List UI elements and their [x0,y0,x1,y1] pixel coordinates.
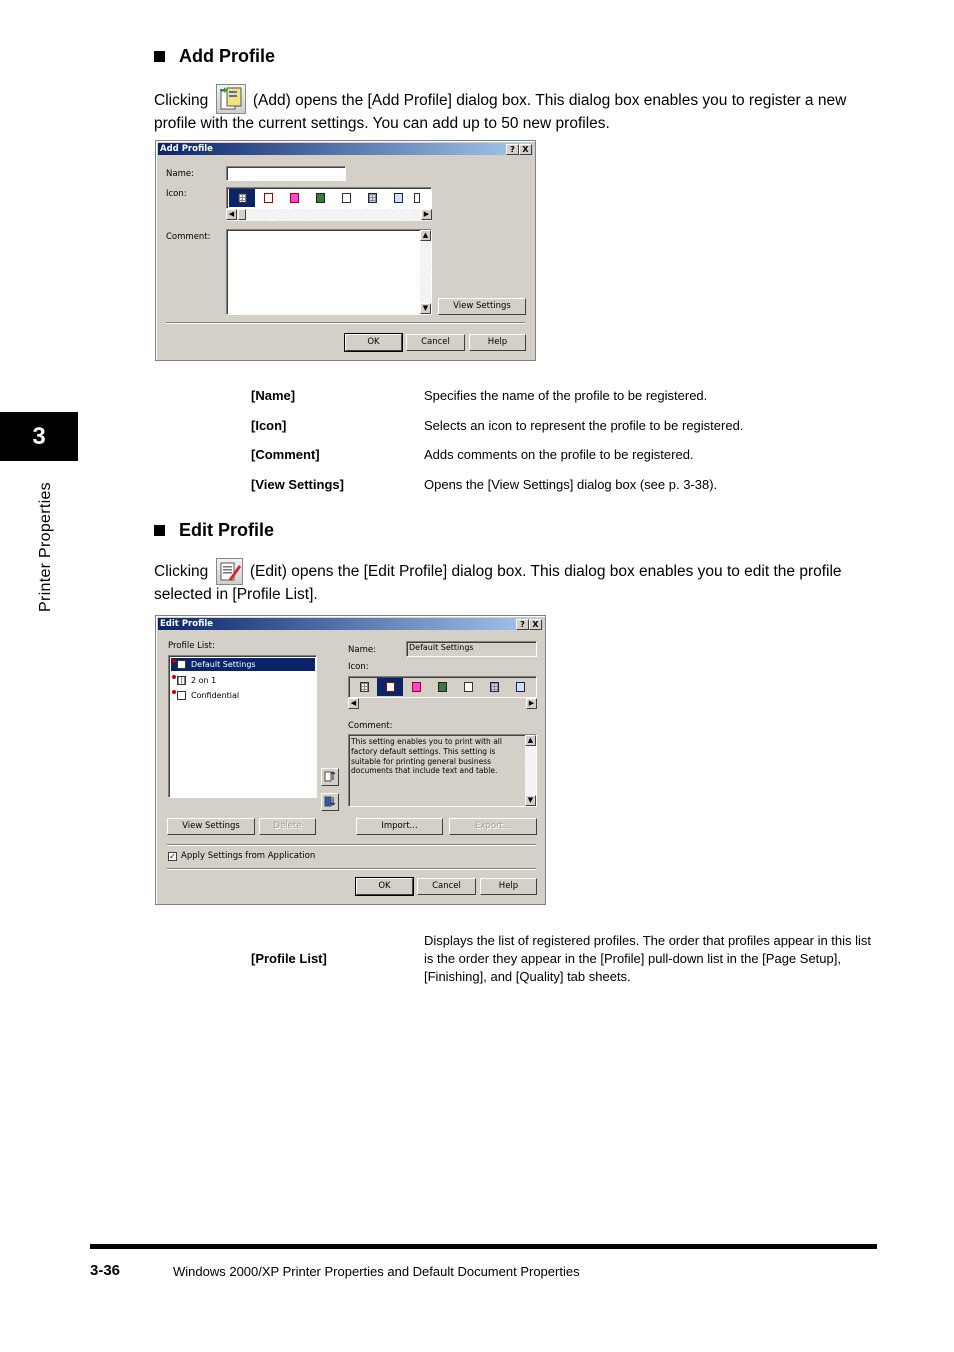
icon-scrollbar[interactable] [226,209,432,221]
profile-icon-option[interactable] [255,189,281,207]
comment-textarea[interactable] [226,229,432,315]
import-button[interactable]: Import... [356,818,443,835]
cancel-button[interactable]: Cancel [417,878,476,895]
chapter-label-text: Printer Properties [37,482,54,612]
definition-desc: Adds comments on the profile to be registered. [424,447,694,462]
icon-picker[interactable] [348,676,537,698]
profile-name: Confidential [191,691,240,700]
para-prefix: Clicking [154,563,209,580]
add-profile-dialog [155,140,536,361]
dialog-separator [167,868,536,870]
export-button[interactable]: Export... [449,818,537,835]
document-icon [177,660,186,669]
edit-profile-paragraph [154,558,874,606]
para-line-1: (Edit) opens the [Edit Profile] dialog box. This dialog box enables you to edit the profile [249,563,842,580]
marker-dot-icon [172,690,176,694]
scroll-left-button[interactable]: ◀ [226,209,237,220]
cancel-button[interactable]: Cancel [406,334,465,351]
ok-button[interactable]: OK [345,334,402,351]
view-settings-button[interactable]: View Settings [438,298,526,315]
definition-desc: Displays the list of registered profiles. The order that profiles appear in this list is the order they appear in the [Profile] pull-down list in the [Page Setup], [Finishing], and [Quality] tab sheets. [424,933,872,984]
comment-textarea[interactable] [348,734,537,807]
profile-icon-option[interactable] [333,189,359,207]
profile-icon-option[interactable] [351,678,377,696]
name-label: Name: [348,645,376,655]
profile-icon-option[interactable] [385,189,411,207]
profile-icon-option[interactable] [359,189,385,207]
icon-scrollbar[interactable] [348,698,537,710]
name-input[interactable] [226,166,346,181]
footer-title: Windows 2000/XP Printer Properties and Default Document Properties [173,1264,580,1279]
dialog-separator [167,844,536,846]
close-titlebar-button[interactable]: X [529,619,542,630]
add-profile-heading [154,46,275,67]
profile-list-item[interactable] [171,689,239,702]
profile-icon-option[interactable] [229,189,255,207]
profile-icon-option[interactable] [429,678,455,696]
scroll-thumb[interactable] [238,209,246,220]
chapter-label [24,475,68,620]
profile-name: Default Settings [191,660,256,669]
add-profile-paragraph [154,84,874,135]
dialog-title: Edit Profile [160,619,214,629]
close-titlebar-button[interactable]: X [519,144,532,155]
marker-dot-icon [172,675,176,679]
profile-list-item[interactable] [171,674,216,687]
definition-desc: Opens the [View Settings] dialog box (see p. 3-38). [424,477,718,492]
scroll-right-button[interactable]: ▶ [526,698,537,709]
help-titlebar-button[interactable]: ? [516,619,529,630]
definition-term: [View Settings] [251,477,344,492]
profile-icon-option[interactable] [281,189,307,207]
footer-rule [90,1244,877,1249]
definition-term: [Profile List] [251,951,327,966]
scroll-up-button[interactable]: ▲ [420,230,431,241]
chapter-number-tab: 3 [0,412,78,461]
add-profile-heading-text: Add Profile [179,46,276,66]
scroll-right-button[interactable]: ▶ [421,209,432,220]
profile-list-item[interactable] [171,658,315,671]
help-titlebar-button[interactable]: ? [506,144,519,155]
profile-icon-option[interactable] [307,189,333,207]
profile-icon-option[interactable] [411,189,423,207]
dialog-separator [166,322,525,324]
profile-icon-option[interactable] [403,678,429,696]
apply-settings-label: Apply Settings from Application [181,851,316,861]
delete-button[interactable]: Delete [259,818,316,835]
profile-icon-option[interactable] [507,678,533,696]
scroll-left-button[interactable]: ◀ [348,698,359,709]
comment-scrollbar[interactable] [420,230,431,314]
edit-profile-heading [154,520,274,541]
move-down-button[interactable] [321,793,339,811]
edit-profile-icon [216,558,243,585]
bullet-square [154,51,165,62]
move-down-icon [323,794,337,808]
para-line-2: selected in [Profile List]. [154,586,318,603]
para-prefix: Clicking [154,92,209,109]
help-button[interactable]: Help [480,878,537,895]
scroll-down-button[interactable]: ▼ [525,795,536,806]
document-icon [177,676,186,685]
name-label: Name: [166,169,194,179]
edit-profile-heading-text: Edit Profile [179,520,275,540]
dialog-titlebar [158,143,533,155]
marker-dot-icon [172,659,176,663]
scroll-down-button[interactable]: ▼ [420,303,431,314]
edit-profile-dialog [155,615,546,905]
dialog-titlebar [158,618,543,630]
page-number: 3-36 [90,1262,121,1279]
profile-icon-option[interactable] [455,678,481,696]
view-settings-button[interactable]: View Settings [167,818,255,835]
bullet-square [154,525,165,536]
definition-term: [Comment] [251,447,320,462]
para-line-2: profile with the current settings. You can add up to 50 new profiles. [154,115,610,132]
name-input[interactable]: Default Settings [406,641,537,657]
para-line-1: (Add) opens the [Add Profile] dialog box. This dialog box enables you to register a new [252,92,847,109]
help-button[interactable]: Help [469,334,526,351]
add-profile-icon [216,84,246,114]
profile-list-label: Profile List: [168,641,215,651]
definition-term: [Icon] [251,418,287,433]
comment-label: Comment: [166,232,211,242]
profile-name: 2 on 1 [191,676,217,685]
definition-desc: Selects an icon to represent the profile to be registered. [424,418,744,433]
dialog-title: Add Profile [160,144,213,154]
move-up-icon [323,769,337,783]
comment-scrollbar[interactable] [525,735,536,806]
comment-text: This setting enables you to print with all factory default settings. This setting is suitable for printing general business documents that include text and table. [351,737,502,776]
icon-picker[interactable] [226,187,432,209]
document-icon [177,691,186,700]
apply-settings-checkbox[interactable]: ✓ [169,852,176,861]
profile-icon-option[interactable] [481,678,507,696]
move-up-button[interactable] [321,768,339,786]
icon-label: Icon: [348,662,369,672]
profile-icon-option[interactable] [377,678,403,696]
profile-list[interactable] [168,655,317,798]
comment-label: Comment: [348,721,393,731]
ok-button[interactable]: OK [356,878,413,895]
icon-label: Icon: [166,189,187,199]
scroll-up-button[interactable]: ▲ [525,735,536,746]
definition-desc: Specifies the name of the profile to be registered. [424,388,708,403]
definition-term: [Name] [251,388,296,403]
